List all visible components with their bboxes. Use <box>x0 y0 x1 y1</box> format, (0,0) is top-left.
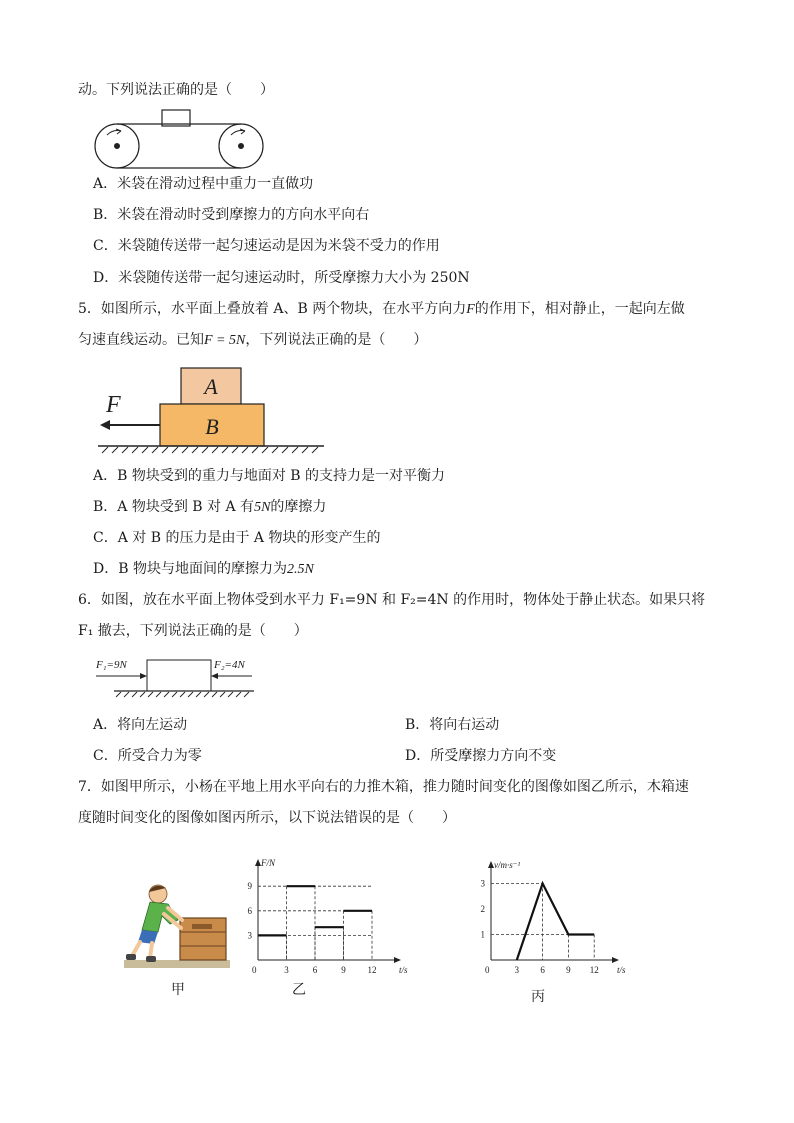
q6-option-d: D．所受摩擦力方向不变 <box>405 748 557 764</box>
q5-stem-line2: 匀速直线运动。已知F = 5N，下列说法正确的是（ ） <box>78 332 428 348</box>
q4-stem-end: 动。下列说法正确的是（ ） <box>78 82 274 98</box>
x-tick-label: 12 <box>589 965 599 975</box>
conveyor-belt-figure <box>95 108 265 170</box>
x-tick-label: 9 <box>341 965 346 975</box>
y-tick-label: 3 <box>247 930 252 941</box>
force-f-label: F <box>106 392 121 418</box>
q5-option-d: D．B 物块与地面间的摩擦力为2.5N <box>93 561 314 577</box>
q4-option-d: D．米袋随传送带一起匀速运动时，所受摩擦力大小为 250N <box>93 270 470 286</box>
q6-option-a: A．将向左运动 <box>93 717 188 733</box>
y-tick-label: 1 <box>480 929 485 940</box>
force-time-chart <box>246 856 406 980</box>
q6-stem-line2: F₁ 撤去，下列说法正确的是（ ） <box>78 623 308 639</box>
y-tick-label: 6 <box>247 905 252 916</box>
q4-option-c: C．米袋随传送带一起匀速运动是因为米袋不受力的作用 <box>93 238 440 254</box>
q5-stem-line1: 5．如图所示，水平面上叠放着 A、B 两个物块，在水平方向力F的作用下，相对静止，一起向左做 <box>78 301 685 317</box>
x-tick-label: 6 <box>540 965 545 975</box>
object-box <box>147 660 211 691</box>
x-tick-label: 6 <box>312 965 318 975</box>
f2-label: F₂=4N <box>214 659 245 671</box>
q5-option-b: B．A 物块受到 B 对 A 有5N的摩擦力 <box>93 499 327 515</box>
caption-yi: 乙 <box>292 982 306 998</box>
y-axis-label: F/N <box>261 858 276 868</box>
y-tick-label: 2 <box>480 904 485 914</box>
x-axis-label: t/s <box>399 965 408 975</box>
f1-label: F₁=9N <box>96 659 127 671</box>
x-tick-label: 0 <box>485 965 490 975</box>
velocity-line <box>517 884 594 961</box>
two-forces-figure <box>94 654 270 702</box>
stacked-blocks-figure <box>98 366 328 456</box>
q6-stem-line1: 6．如图，放在水平面上物体受到水平力 F₁=9N 和 F₂=4N 的作用时，物体处于静止状态。如果只将 <box>78 592 706 608</box>
y-axis-label: v/m·s⁻¹ <box>494 860 521 870</box>
x-tick-label: 12 <box>367 965 377 975</box>
q7-stem-line1: 7．如图甲所示，小杨在平地上用水平向右的力推木箱，推力随时间变化的图像如图乙所示，木箱速 <box>78 779 689 795</box>
y-tick-label: 3 <box>480 878 485 889</box>
x-tick-label: 3 <box>284 965 289 975</box>
q6-option-c: C．所受合力为零 <box>93 748 202 764</box>
q4-option-b: B．米袋在滑动时受到摩擦力的方向水平向右 <box>93 207 370 223</box>
velocity-time-chart <box>468 856 628 980</box>
q7-stem-line2: 度随时间变化的图像如图丙所示，以下说法错误的是（ ） <box>78 810 456 826</box>
x-axis-arrow-icon <box>612 957 619 963</box>
x-tick-label: 9 <box>566 965 571 975</box>
boy-pushing-crate-illustration <box>124 880 232 972</box>
block-a-label: A <box>204 374 218 399</box>
caption-bing: 丙 <box>531 989 545 1005</box>
y-tick-label: 9 <box>247 881 252 892</box>
x-tick-label: 0 <box>252 965 257 975</box>
x-tick-label: 3 <box>514 965 520 975</box>
q6-option-b: B．将向右运动 <box>405 717 500 733</box>
x-axis-arrow-icon <box>394 957 401 963</box>
q4-option-a: A．米袋在滑动过程中重力一直做功 <box>93 176 314 192</box>
block-b-label: B <box>205 414 219 439</box>
boy-shirt <box>142 902 178 932</box>
caption-jia: 甲 <box>171 982 185 998</box>
q5-option-a: A．B 物块受到的重力与地面对 B 的支持力是一对平衡力 <box>93 468 446 484</box>
q5-option-c: C．A 对 B 的压力是由于 A 物块的形变产生的 <box>93 530 381 546</box>
x-axis-label: t/s <box>617 965 626 975</box>
